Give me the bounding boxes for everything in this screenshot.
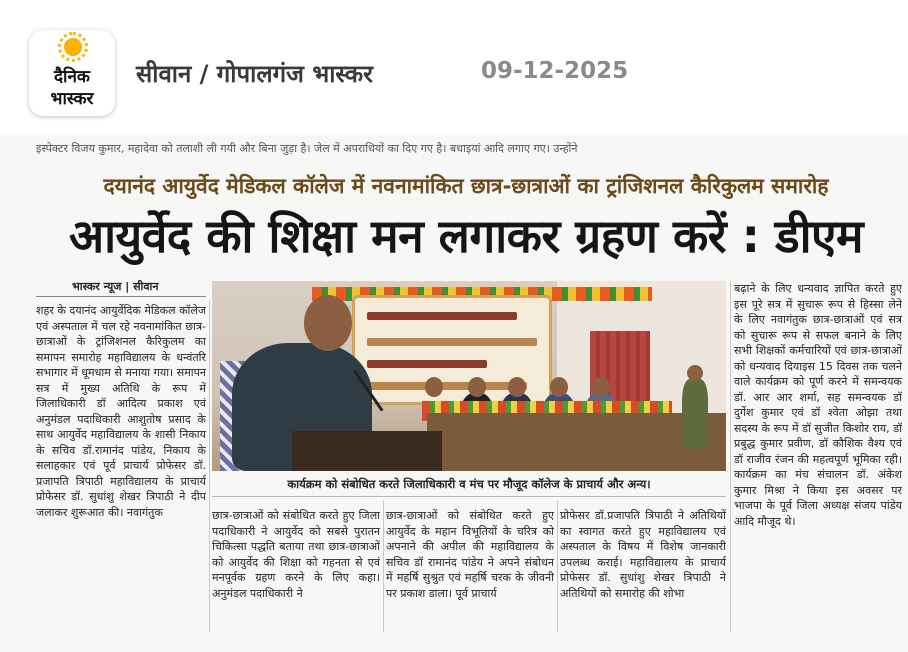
column-divider (730, 281, 731, 632)
article-kicker: दयानंद आयुर्वेद मेडिकल कॉलेज में नवनामांकित छात्र-छात्राओं का ट्रांजिशनल कैरिकुलम समारोह (103, 174, 829, 198)
caption-divider (212, 496, 726, 497)
article-byline: भास्कर न्यूज | सीवान (72, 280, 159, 293)
article-column-4: प्रोफेसर डॉ.प्रजापति त्रिपाठी ने अतिथियों का स्वागत करते हुए महाविद्यालय एवं अस्पताल के विषय में विशेष जानकारी उपलब्ध कराई। महाविद्यालय के प्राचार्य प्रोफेसर डॉ. सुधांशु शेखर त्रिपाठी ने अतिथियों को समारोह की शोभा (560, 509, 726, 600)
edition-date: 09-12-2025 (481, 58, 629, 84)
photo-speaker-head (304, 295, 352, 351)
photo-podium (292, 431, 442, 471)
article-column-3: छात्र-छात्राओं को संबोधित करते हुए आयुर्वेद के महान विभूतियों के चरित्र को अपनाने की अपील की महाविद्यालय के सचिव डॉ रामानंद पांडेय ने अपने संबोधन में महर्षि सुश्रुत एवं महर्षि चरक के जीवनी पर प्रकाश डाला। पूर्व प्राचार्य (386, 509, 554, 600)
event-photo (212, 281, 726, 471)
article-headline: आयुर्वेद की शिक्षा मन लगाकर ग्रहण करें : डीएम (69, 209, 863, 263)
column-divider (383, 500, 384, 632)
article-column-1: शहर के दयानंद आयुर्वेदिक मेडिकल कॉलेज एवं अस्पताल में चल रहे नवनामांकित छात्र-छात्राओं के ट्रांजिशनल कैरिकुलम का समापन समारोह महाविद्यालय के धन्वंतरि सभागार में धूमधाम से मनाया गया। समापन सत्र में मुख्य अतिथि के रूप में जिलाधिकारी डॉ आदित्य प्रकाश एवं अनुमंडल पदाधिकारी आशुतोष प्रसाद के साथ आयुर्वेद महाविद्यालय के शासी निकाय के सचिव डॉ.रामानंद पांडेय, निकाय के सलाहकार एवं पूर्व प्राचार्य प्रोफेसर डॉ. प्रजापति त्रिपाठी महाविद्यालय के प्राचार्य प्रोफेसर डॉ. सुधांशु शेखर त्रिपाठी ने दीप जलाकर शुरूआत की। नवागंतुक (36, 304, 206, 519)
logo-line-1: दैनिक (54, 67, 90, 87)
edition-title: सीवान / गोपालगंज भास्कर (136, 60, 373, 88)
dainik-bhaskar-logo[interactable] (29, 30, 115, 116)
photo-police-officer (682, 379, 708, 449)
article-column-5: बढ़ाने के लिए धन्यवाद ज्ञापित करते हुए इस पूरे सत्र में सुचारू रूप से हिस्सा लेने के लिए नवागंतुक छात्र-छात्राओं एवं सत्र को सुचारू रूप से सफल बनाने के लिए सभी शिक्षकों कर्मचारियों एवं छात्र-छात्राओं को धन्यवाद दियाइस 15 दिवस तक चलने वाले कार्यक्रम को पूर्ण करने में समन्वयक डॉ. आर आर शर्मा, सह समन्वयक डॉ दुर्गेश कुमार एवं डॉ श्वेता ओझा तथा सदस्य के रूप में डॉ सुजीत किशोर राय, डॉ प्रबुद्ध कुमार प्रवीण, डॉ कौशिक वैश्य एवं डॉ राजीव रंजन की महत्वपूर्ण भूमिका रही। कार्यक्रम का मंच संचालन डॉ. अंकेश कुमार मिश्रा ने किया इस अवसर पर भाजपा के पूर्व जिला अध्यक्ष संजय पांडेय आदि मौजूद थे। (734, 282, 902, 528)
byline-divider (36, 296, 206, 297)
photo-caption: कार्यक्रम को संबोधित करते जिलाधिकारी व मंच पर मौजूद कॉलेज के प्राचार्य और अन्य। (212, 474, 726, 494)
article-column-2: छात्र-छात्राओं को संबोधित करते हुए जिला पदाधिकारी ने आयुर्वेद को सबसे पुरातन चिकित्सा पद्धति बताया तथा छात्र-छात्राओं को आयुर्वेद की शिक्षा को गहनता से एवं मनपूर्वक ग्रहण करने के लिए कहा। अनुमंडल पदाधिकारी ने (212, 509, 380, 600)
cut-off-previous-article-text: इस्पेक्टर विजय कुमार, महादेवा को तलाशी ली गयी और बिना जुड़ा है। जेल में अपराधियों का दिए गए है। बधाइयां आदि लगाए गए। उन्होंने (36, 142, 578, 155)
app-header (0, 0, 908, 134)
column-divider (209, 300, 210, 632)
column-divider (557, 500, 558, 632)
logo-line-2: भास्कर (50, 89, 94, 109)
sun-icon (64, 38, 82, 56)
